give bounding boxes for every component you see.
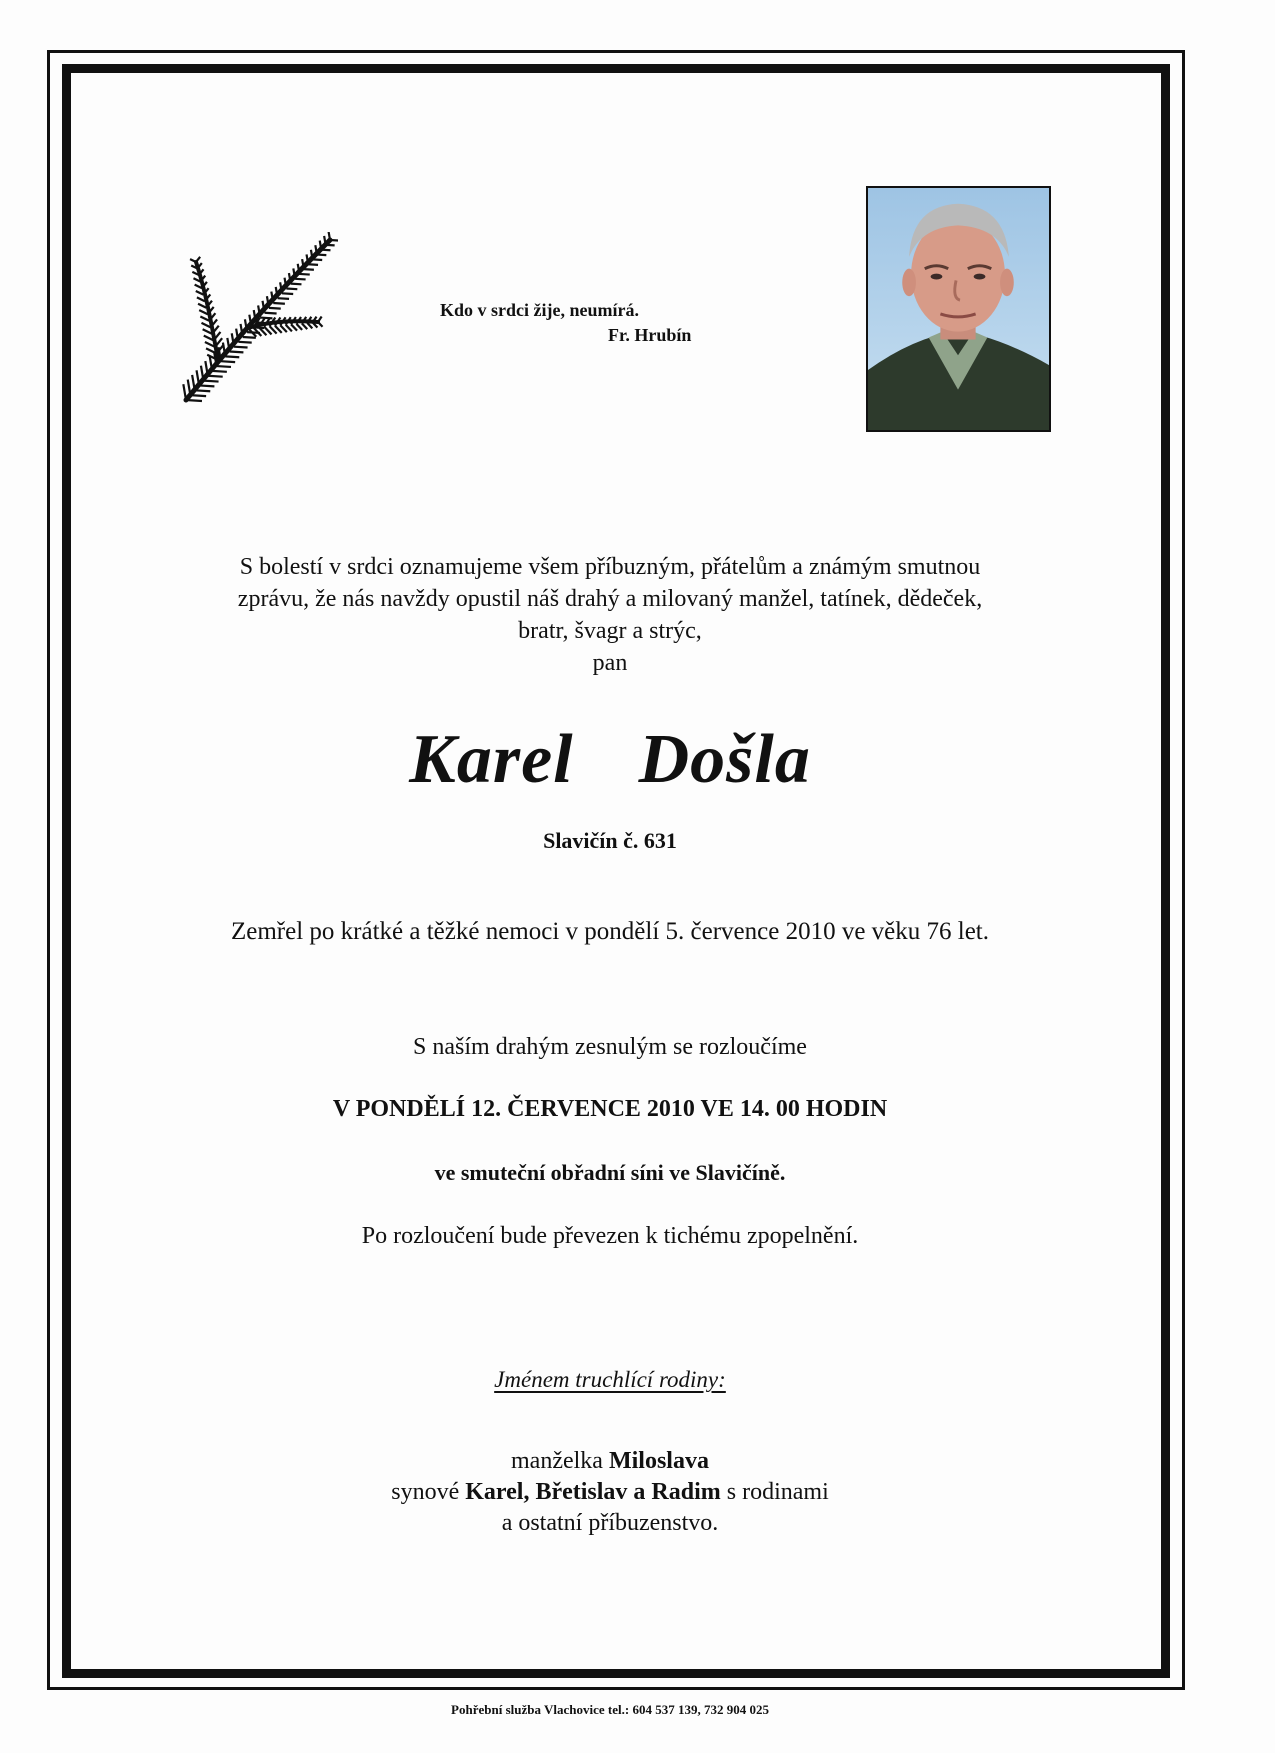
sons-names: Karel, Břetislav a Radim	[465, 1479, 721, 1505]
farewell-datetime: V PONDĚLÍ 12. ČERVENCE 2010 VE 14. 00 HODIN	[332, 1096, 888, 1122]
sons-suffix: s rodinami	[720, 1479, 829, 1505]
farewell-intro: S naším drahým zesnulým se rozloučíme	[413, 1034, 807, 1060]
portrait-photo	[866, 186, 1051, 432]
deceased-name: Karel Došla	[409, 721, 811, 798]
mourner-wife	[120, 1446, 1100, 1477]
sons-prefix: synové	[391, 1479, 466, 1505]
announcement-line: zprávu, že nás navždy opustil náš drahý a milovaný manžel, tatínek, dědeček,	[237, 586, 983, 612]
deceased-address: Slavičín č. 631	[543, 828, 677, 853]
mourner-others: a ostatní příbuzenstvo.	[501, 1510, 719, 1536]
announcement-line: S bolestí v srdci oznamujeme všem příbuzným, přátelům a známým smutnou	[239, 554, 981, 580]
spruce-branch-icon	[178, 232, 338, 407]
wife-name: Miloslava	[608, 1448, 709, 1474]
mourner-sons	[120, 1477, 1100, 1508]
motto	[440, 298, 760, 348]
farewell-place: ve smuteční obřadní síni ve Slavičíně.	[434, 1160, 786, 1185]
announcement-line: pan	[592, 650, 628, 676]
announcement-line: bratr, švagr a strýc,	[518, 618, 702, 644]
cremation-note: Po rozloučení bude převezen k tichému zpopelnění.	[361, 1223, 859, 1249]
family-label	[120, 1367, 1100, 1393]
wife-prefix: manželka	[511, 1448, 609, 1474]
family-label-text: Jménem truchlící rodiny:	[494, 1367, 726, 1392]
motto-author: Fr. Hrubín	[608, 325, 692, 345]
motto-quote: Kdo v srdci žije, neumírá.	[440, 300, 639, 320]
announcement-text	[120, 551, 1100, 679]
death-notice: Zemřel po krátké a těžké nemoci v pondělí 5. července 2010 ve věku 76 let.	[230, 918, 990, 945]
mourners-list	[120, 1446, 1100, 1539]
funeral-service-footer: Pohřební služba Vlachovice tel.: 604 537 139, 732 904 025	[451, 1702, 769, 1717]
